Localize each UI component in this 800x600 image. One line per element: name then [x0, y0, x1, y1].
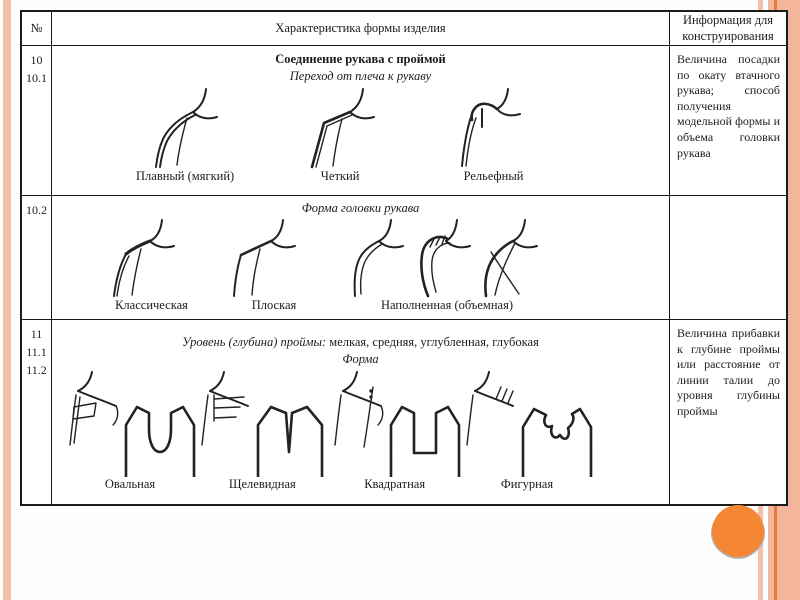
- row10-info-cell: [670, 46, 786, 196]
- figure-label: Четкий: [320, 169, 360, 183]
- figure-label: Наполненная (объемная): [381, 298, 513, 312]
- header-info-label: Информация для конструирования: [682, 12, 774, 43]
- row10-subtitle: Переход от плеча к рукаву: [289, 69, 432, 83]
- row10-characteristic-cell: [52, 46, 670, 196]
- flat-sleeve-head-sketch: [227, 218, 322, 298]
- sharp-shoulder-sketch: [293, 87, 388, 169]
- armhole-depth-regular: мелкая, средняя, углубленная, глубокая: [329, 335, 539, 349]
- row11-characteristic-cell: [52, 320, 670, 504]
- header-cell-info: [670, 12, 786, 46]
- full-sleeve-head-sketch-2: [415, 218, 479, 298]
- figure-label: Плавный (мягкий): [136, 169, 235, 183]
- row10-title: Соединение рукава с проймой: [275, 52, 446, 66]
- classic-sleeve-head-sketch: [104, 218, 199, 298]
- figure-label: Квадратная: [364, 477, 426, 491]
- row10-info-text: Величина посадки по окату втачного рукава; способ получения модельной формы и объема головки рукава: [677, 52, 780, 160]
- figure-sharp: [293, 87, 388, 184]
- full-sleeve-head-variants: [349, 218, 545, 298]
- figure-label: Плоская: [251, 298, 297, 312]
- figure-label: Щелевидная: [228, 477, 296, 491]
- slit-armhole-sketch: [196, 369, 328, 477]
- square-armhole-sketch: [329, 369, 461, 477]
- figure-fancy: [461, 369, 593, 492]
- row11-number-cell: [22, 320, 52, 504]
- row-number: 10.1: [26, 71, 47, 85]
- figure-smooth: [136, 87, 234, 184]
- row102-characteristic-cell: [52, 196, 670, 320]
- row102-info-cell: [670, 196, 786, 320]
- figure-slit: [196, 369, 328, 492]
- fancy-armhole-sketch: [461, 369, 593, 477]
- row10-number-cell: [22, 46, 52, 196]
- armhole-depth-line: [52, 335, 669, 350]
- garment-form-table: [20, 10, 788, 506]
- figure-label: Овальная: [104, 477, 156, 491]
- orange-circle-decoration: [712, 505, 764, 557]
- figure-full-volume: [349, 218, 545, 313]
- shoulder-transition-figures: [52, 84, 669, 184]
- figure-relief: [446, 87, 541, 184]
- row11-info-text: Величина прибавки к глубине проймы или расстояние от линии талии до уровня глубины проймы: [677, 326, 780, 418]
- row11-info-cell: [670, 320, 786, 504]
- figure-label: Рельефный: [463, 169, 524, 183]
- row102-number-cell: [22, 196, 52, 320]
- row-number: 10: [30, 53, 43, 67]
- left-stripe-decoration: [3, 0, 11, 600]
- row-number: 11.2: [26, 363, 47, 377]
- armhole-form-label: Форма: [342, 352, 379, 366]
- figure-flat: [227, 218, 322, 313]
- figure-label: Фигурная: [500, 477, 554, 491]
- armhole-shape-figures: [52, 367, 669, 492]
- row-number: 11.1: [26, 345, 47, 359]
- armhole-depth-italic: Уровень (глубина) проймы:: [182, 335, 327, 349]
- full-sleeve-head-sketch-1: [349, 218, 413, 298]
- relief-shoulder-sketch: [446, 87, 541, 169]
- full-sleeve-head-sketch-3: [481, 218, 545, 298]
- figure-square: [329, 369, 461, 492]
- header-characteristic-label: Характеристика формы изделия: [275, 20, 446, 35]
- header-number-label: №: [30, 20, 43, 35]
- row102-subtitle: Форма головки рукава: [301, 201, 420, 215]
- sleeve-head-figures: [52, 216, 669, 313]
- figure-classic: [104, 218, 199, 313]
- header-cell-characteristic: [52, 12, 670, 46]
- smooth-shoulder-sketch: [138, 87, 233, 169]
- row-number: 10.2: [26, 203, 47, 217]
- figure-oval: [64, 369, 196, 492]
- oval-armhole-sketch: [64, 369, 196, 477]
- figure-label: Классическая: [115, 298, 188, 312]
- header-cell-number: [22, 12, 52, 46]
- row-number: 11: [30, 327, 43, 341]
